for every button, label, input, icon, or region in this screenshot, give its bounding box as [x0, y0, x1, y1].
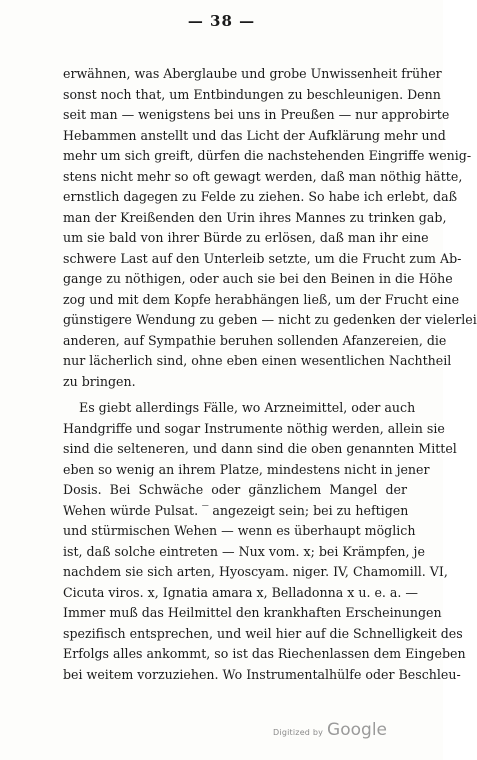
text-line: Es giebt allerdings Fälle, wo Arzneimittel, oder auch — [79, 400, 416, 415]
text-line: schwere Last auf den Unterleib setzte, um die Frucht zum Ab- — [63, 250, 462, 266]
text-line: bei weitem vorzuziehen. Wo Instrumentalhülfe oder Beschleu- — [63, 666, 461, 682]
text-line: Hebammen anstellt und das Licht der Aufklärung mehr und — [63, 127, 446, 143]
text-line: Dosis. Bei Schwäche oder gänzlichem Mangel der — [63, 482, 407, 497]
text-line: nur lächerlich sind, ohne eben einen wesentlichen Nachtheil — [63, 353, 452, 368]
text-line: Erfolgs alles ankommt, so ist das Riechenlassen dem Eingeben — [63, 646, 466, 661]
text-line: man der Kreißenden den Urin ihres Mannes zu trinken gab, — [63, 209, 447, 225]
text-line: gange zu nöthigen, oder auch sie bei den Beinen in die Höhe — [63, 271, 453, 286]
text-line: spezifisch entsprechen, und weil hier auf die Schnelligkeit des — [63, 625, 463, 641]
text-line: Immer muß das Heilmittel den krankhaften Erscheinungen — [63, 605, 442, 620]
body-text — [63, 64, 477, 685]
page-number: — 38 — — [187, 12, 256, 30]
text-line: ist, daß solche eintreten — Nux vom. x; bei Krämpfen, je — [63, 543, 425, 559]
text-line: anderen, auf Sympathie beruhen sollenden Afanzereien, die — [63, 332, 447, 348]
text-line: zu bringen. — [63, 373, 136, 389]
text-line: stens nicht mehr so oft gewagt werden, daß man nöthig hätte, — [63, 168, 463, 184]
text-line: erwähnen, was Aberglaube und grobe Unwissenheit früher — [63, 66, 442, 81]
text-line: um sie bald von ihrer Bürde zu erlösen, daß man ihr eine — [63, 230, 429, 245]
text-line: Handgriffe und sogar Instrumente nöthig werden, allein sie — [63, 420, 445, 436]
text-line: eben so wenig an ihrem Platze, mindestens nicht in jener — [63, 461, 430, 477]
watermark-prefix: Digitized by — [273, 728, 324, 737]
text-line: ernstlich dagegen zu Felde zu ziehen. So habe ich erlebt, daß — [63, 189, 457, 204]
text-line: seit man — wenigstens bei uns in Preußen — nur approbirte — [63, 107, 450, 122]
text-line: günstigere Wendung zu geben — nicht zu gedenken der vielerlei — [63, 312, 477, 327]
text-line: sonst noch that, um Entbindungen zu beschleunigen. Denn — [63, 86, 441, 102]
text-line: und stürmischen Wehen — wenn es überhaupt möglich — [63, 523, 416, 538]
text-line: Wehen würde Pulsat. ‾ angezeigt sein; bei zu heftigen — [63, 502, 409, 518]
digitized-watermark — [273, 720, 387, 744]
google-logo: Google — [327, 720, 387, 740]
paragraph — [63, 398, 466, 685]
text-line: nachdem sie sich arten, Hyoscyam. niger. IV, Chamomill. VI, — [63, 564, 448, 579]
text-line: zog und mit dem Kopfe herabhängen ließ, um der Frucht eine — [63, 291, 460, 307]
paragraph — [63, 64, 477, 392]
text-line: sind die selteneren, und dann sind die oben genannten Mittel — [63, 441, 457, 456]
text-line: Cicuta viros. x, Ignatia amara x, Belladonna x u. e. a. — — [63, 584, 419, 600]
text-line: mehr um sich greift, dürfen die nachstehenden Eingriffe wenig- — [63, 148, 472, 163]
